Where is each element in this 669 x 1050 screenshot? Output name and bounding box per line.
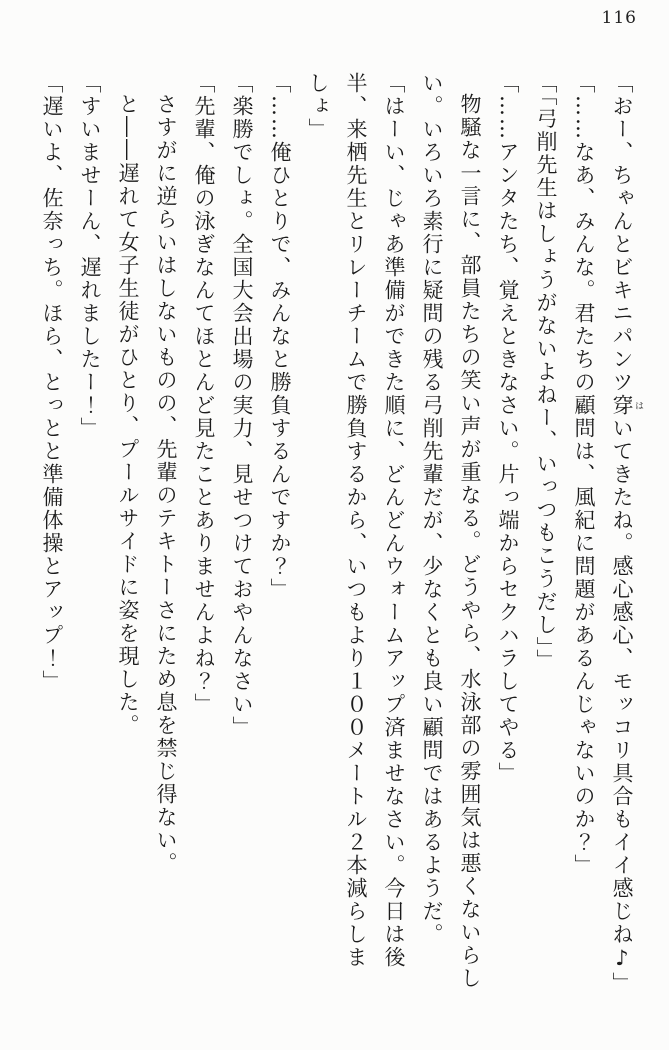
text-line — [109, 72, 147, 1016]
text-line — [147, 72, 185, 1016]
text-segment: しょ」 — [306, 72, 330, 141]
text-line — [33, 72, 71, 1016]
text-segment: 半、来栖先生とリレーチームで勝負するから、いつもより１００メートル２本減らしま — [344, 72, 368, 969]
text-line — [71, 72, 109, 1016]
text-segment: い。いろいろ素行に疑問の残る弓削先輩だが、少なくとも良い顧問ではあるようだ。 — [420, 72, 444, 946]
text-segment: 「……アンタたち、覚えときなさい。片っ端からセクハラしてやる」 — [496, 72, 520, 785]
text-line — [527, 72, 565, 1016]
text-segment: 「すいませーん、遅れましたー！」 — [78, 72, 102, 440]
furigana: は — [633, 394, 643, 417]
text-line — [451, 72, 489, 1016]
text-line — [375, 72, 413, 1016]
text-segment: 「楽勝でしょ。全国大会出場の実力、見せつけておやんなさい」 — [230, 72, 254, 739]
text-line — [261, 72, 299, 1016]
text-line — [185, 72, 223, 1016]
text-line — [413, 72, 451, 1016]
text-line — [603, 72, 643, 1016]
text-segment: 「はーい、じゃあ準備ができた順に、どんどんウォームアップ済ませなさい。今日は後 — [382, 72, 406, 969]
text-segment: さすがに逆らいはしないものの、先輩のテキトーさにため息を禁じ得ない。 — [154, 93, 178, 875]
text-line — [337, 72, 375, 1016]
text-line — [489, 72, 527, 1016]
text-segment: 「……俺ひとりで、みんなと勝負するんですか？」 — [268, 72, 292, 601]
text-segment: と――遅れて女子生徒がひとり、プールサイドに姿を現した。 — [116, 93, 140, 737]
text-line — [565, 72, 603, 1016]
page-number: 116 — [601, 8, 637, 28]
text-segment: いてきたね。感心感心、モッコリ具合もイイ感じね♪」 — [610, 417, 634, 995]
text-segment: 「遅いよ、佐奈っち。ほら、とっとと準備体操とアップ！」 — [40, 72, 64, 693]
text-line — [223, 72, 261, 1016]
text-block — [33, 72, 643, 1016]
text-segment: 「「弓削先生はしょうがないよねー、いっつもこうだし」」 — [534, 72, 558, 672]
text-segment: 「おー、ちゃんとビキニパンツ — [610, 72, 634, 394]
text-segment: 「先輩、俺の泳ぎなんてほとんど見たことありませんよね？」 — [192, 72, 216, 716]
ruby-annotated-character: 穿 は — [610, 394, 643, 417]
text-segment: 物騒な一言に、部員たちの笑い声が重なる。どうやら、水泳部の雰囲気は悪くないらし — [458, 93, 482, 990]
text-line — [299, 72, 337, 1016]
text-segment: 「……なあ、みんな。君たちの顧問は、風紀に問題があるんじゃないのか？」 — [572, 72, 596, 877]
